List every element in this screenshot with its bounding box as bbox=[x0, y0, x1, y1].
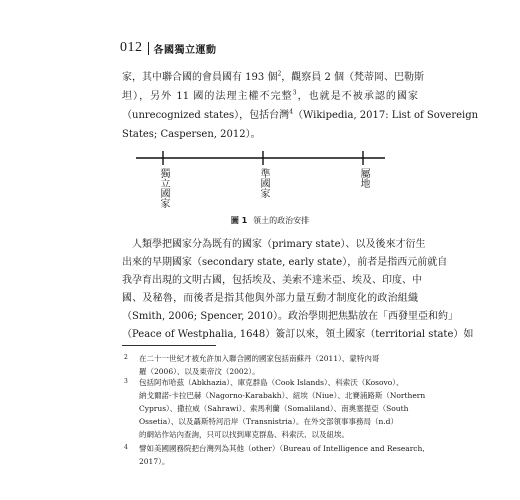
footnote-line: 羅（2006）、以及東帝汶（2002）。 bbox=[139, 367, 260, 376]
figure-caption bbox=[122, 215, 418, 226]
paragraph-line: States; Caspersen, 2012）。 bbox=[122, 129, 261, 140]
footnote-line: 在二十一世紀才被允許加入聯合國的國家包括南蘇丹（2011）、蒙特內哥 bbox=[139, 354, 380, 363]
footnote-line: Ossetia）、以及聶斯特河沿岸（Transnistria）。在外交部領事事務局（n.d） bbox=[139, 417, 398, 426]
page-number: 012 bbox=[120, 40, 143, 55]
footnote-number: 3 bbox=[124, 378, 128, 385]
footnote-line: 的網站作站內查詢，只可以找到庫克群島、科索沃、以及紐埃。 bbox=[139, 430, 349, 439]
paragraph-line: 國、及秘魯，而後者是指其他與外部力量互動才制度化的政治組織 bbox=[122, 293, 418, 304]
figure-caption-text: 領土的政治安排 bbox=[253, 216, 310, 225]
paragraph-line: 我孕育出現的文明古國，包括埃及、美索不達米亞、埃及、印度、中 bbox=[122, 275, 422, 286]
paragraph-line: 人類學把國家分為既有的國家（primary state）、以及後來才衍生 bbox=[132, 239, 426, 250]
label-dependency: 屬地 bbox=[358, 168, 369, 188]
paragraph-line: （Smith, 2006; Spencer, 2010）。政治學則把焦點放在「西發里亞和約」 bbox=[122, 311, 458, 322]
footnote-line: 2017）。 bbox=[139, 457, 170, 466]
label-independent-state: 獨立國家 bbox=[158, 168, 169, 208]
paragraph-line: 出來的早期國家（secondary state, early state），前者是指西元前就自 bbox=[122, 257, 448, 268]
book-title: 各國獨立運動 bbox=[153, 44, 217, 56]
figure-number: 圖 1 bbox=[230, 216, 248, 225]
footnote-line: Cyprus）、撒拉威（Sahrawi）、索馬利蘭（Somaliland）、南奧塞提亞（South bbox=[139, 404, 409, 413]
paragraph-line: 家，其中聯合國的會員國有 193 個$^2$，觀察員 2 個（梵蒂岡、巴勒斯 bbox=[122, 70, 425, 83]
label-quasi-state: 準國家 bbox=[258, 168, 269, 198]
paragraph-line: （unrecognized states），包括台灣$^4$（Wikipedia, 2017: List of Sovereign bbox=[122, 108, 479, 121]
paragraph-line: （Peace of Westphalia, 1648）簽訂以來，領土國家（territorial state）如 bbox=[122, 329, 474, 340]
footnote-number: 2 bbox=[124, 354, 128, 361]
paragraph-line: 坦），另外 11 國的法理主權不完整$^3$，也就是不被承認的國家 bbox=[122, 89, 419, 102]
footnote-rule bbox=[122, 345, 216, 346]
footnote-line: 譬如美國國務院把台灣列為其他（other）（Bureau of Intelligence and Research, bbox=[139, 444, 425, 453]
footnote-line: 包括阿布哈茲（Abkhazia）、庫克群島（Cook Islands）、科索沃（Kosovo）、 bbox=[139, 378, 404, 387]
footnote-number: 4 bbox=[124, 444, 128, 451]
footnote-line: 納戈爾諾-卡拉巴赫（Nagorno-Karabakh）、紐埃（Niue）、北賽浦路斯（Northern bbox=[139, 391, 426, 400]
